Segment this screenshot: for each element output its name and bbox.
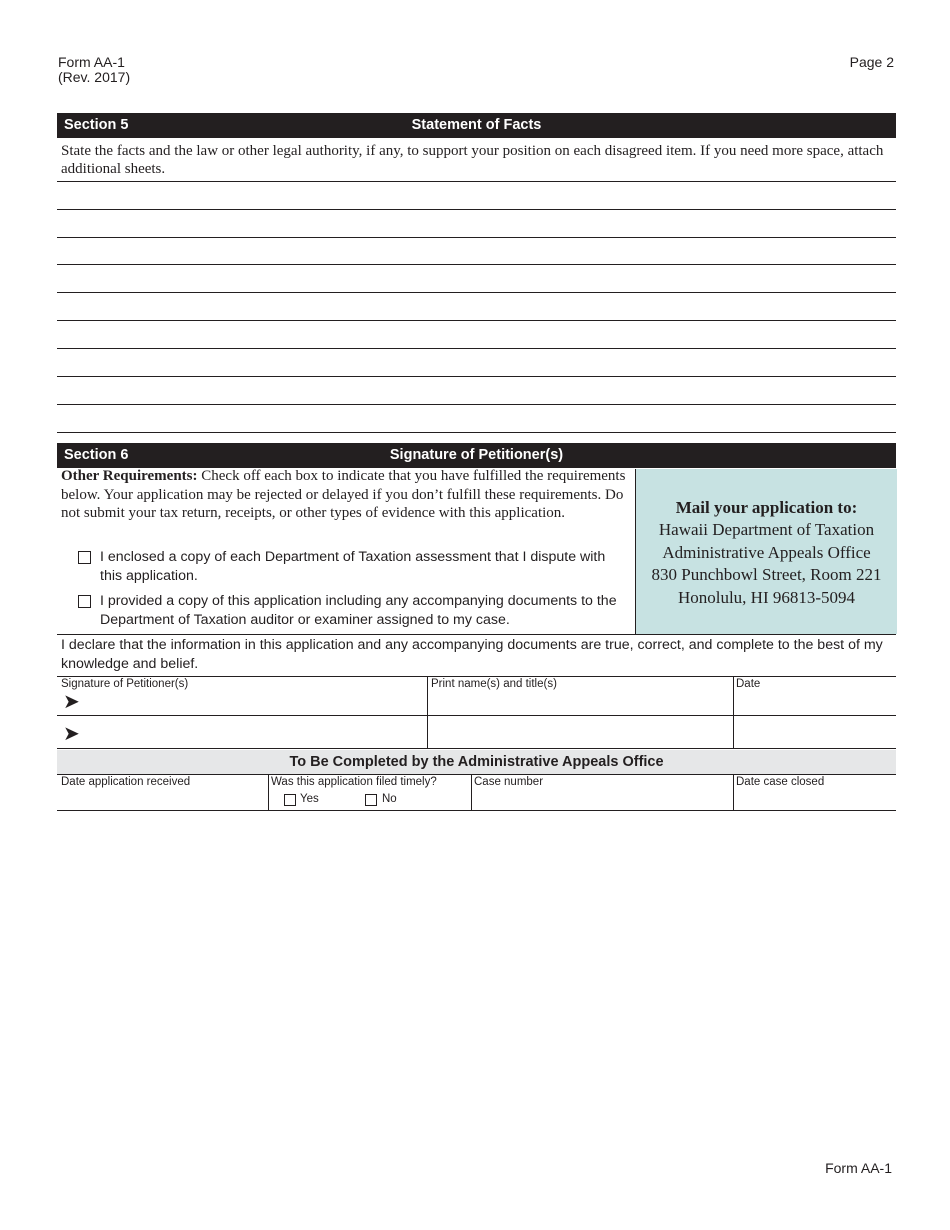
print-name-field-1[interactable] xyxy=(431,690,729,714)
mail-heading: Mail your application to: xyxy=(675,498,858,517)
signature-field-2[interactable] xyxy=(85,718,423,746)
column-divider xyxy=(471,774,472,810)
divider xyxy=(57,715,896,716)
timely-no-checkbox[interactable] xyxy=(365,794,377,806)
facts-line[interactable] xyxy=(57,404,896,405)
mailing-address-box xyxy=(635,469,897,634)
date-received-label: Date application received xyxy=(61,776,191,788)
section5-title: Statement of Facts xyxy=(411,117,542,133)
facts-line[interactable] xyxy=(57,348,896,349)
mail-line: Administrative Appeals Office xyxy=(662,542,871,562)
section6-title: Signature of Petitioner(s) xyxy=(389,447,564,463)
section5-header xyxy=(57,113,896,138)
form-revision: (Rev. 2017) xyxy=(58,69,131,85)
date-field-2[interactable] xyxy=(737,718,892,746)
section5-label: Section 5 xyxy=(64,117,129,133)
signature-field-1[interactable] xyxy=(85,690,423,714)
application-copy-checkbox[interactable] xyxy=(78,595,91,608)
mail-line: 830 Punchbowl Street, Room 221 xyxy=(651,565,882,584)
facts-line[interactable] xyxy=(57,237,896,238)
facts-line[interactable] xyxy=(57,376,896,377)
section5-instructions: State the facts and the law or other legal authority, if any, to support your position on each disagreed item. If you need more space, attach additional sheets. xyxy=(61,143,884,177)
section6-label: Section 6 xyxy=(64,447,129,463)
divider xyxy=(57,810,896,811)
facts-line[interactable] xyxy=(57,181,896,182)
timely-yes-label: Yes xyxy=(300,793,319,805)
form-id: Form AA-1 xyxy=(58,54,125,70)
facts-line[interactable] xyxy=(57,292,896,293)
timely-no-label: No xyxy=(382,793,397,805)
form-id-header xyxy=(58,55,130,85)
timely-yes-checkbox[interactable] xyxy=(284,794,296,806)
requirements-lead: Other Requirements: xyxy=(61,468,198,484)
signature-label: Signature of Petitioner(s) xyxy=(61,678,189,690)
print-name-field-2[interactable] xyxy=(431,718,729,746)
declaration: I declare that the information in this application and any accompanying documents are true, correct, and complete to the best of my knowledge and belief. xyxy=(61,637,883,672)
divider xyxy=(57,634,896,635)
print-name-label: Print name(s) and title(s) xyxy=(431,678,557,690)
date-label: Date xyxy=(736,678,761,690)
column-divider xyxy=(733,774,734,810)
requirements-text: Check off each box to indicate that you have fulfilled the requirements below. Your application may be rejected or delayed if you don’t fulfill these requirements. Do not submit your tax return, receipts, or other types of evidence with this application. xyxy=(61,468,626,522)
case-number-label: Case number xyxy=(474,776,544,788)
signature-arrow-icon: ➤ xyxy=(63,723,80,745)
office-use-header: To Be Completed by the Administrative Appeals Office xyxy=(57,750,896,774)
date-field-1[interactable] xyxy=(737,690,892,714)
divider xyxy=(57,774,896,775)
facts-line[interactable] xyxy=(57,209,896,210)
footer-form-id: Form AA-1 xyxy=(825,1160,892,1176)
assessment-copy-checkbox[interactable] xyxy=(78,551,91,564)
assessment-copy-label: I enclosed a copy of each Department of Taxation assessment that I dispute with this application. xyxy=(100,549,606,584)
header-notch xyxy=(296,438,323,442)
column-divider xyxy=(427,676,428,748)
filed-timely-label: Was this application filed timely? xyxy=(271,776,437,788)
facts-line[interactable] xyxy=(57,320,896,321)
column-divider xyxy=(733,676,734,748)
facts-line[interactable] xyxy=(57,432,896,433)
mail-line: Honolulu, HI 96813-5094 xyxy=(677,587,856,607)
other-requirements xyxy=(61,467,626,523)
divider xyxy=(57,748,896,749)
section6-header xyxy=(57,443,896,468)
application-copy-label: I provided a copy of this application including any accompanying documents to the Department of Taxation auditor or examiner assigned to my case. xyxy=(100,593,617,628)
page-number: Page 2 xyxy=(849,54,894,70)
facts-line[interactable] xyxy=(57,264,896,265)
signature-arrow-icon: ➤ xyxy=(63,691,80,713)
divider xyxy=(57,676,896,677)
mail-line: Hawaii Department of Taxation xyxy=(658,520,875,539)
date-closed-label: Date case closed xyxy=(736,776,825,788)
column-divider xyxy=(268,774,269,810)
